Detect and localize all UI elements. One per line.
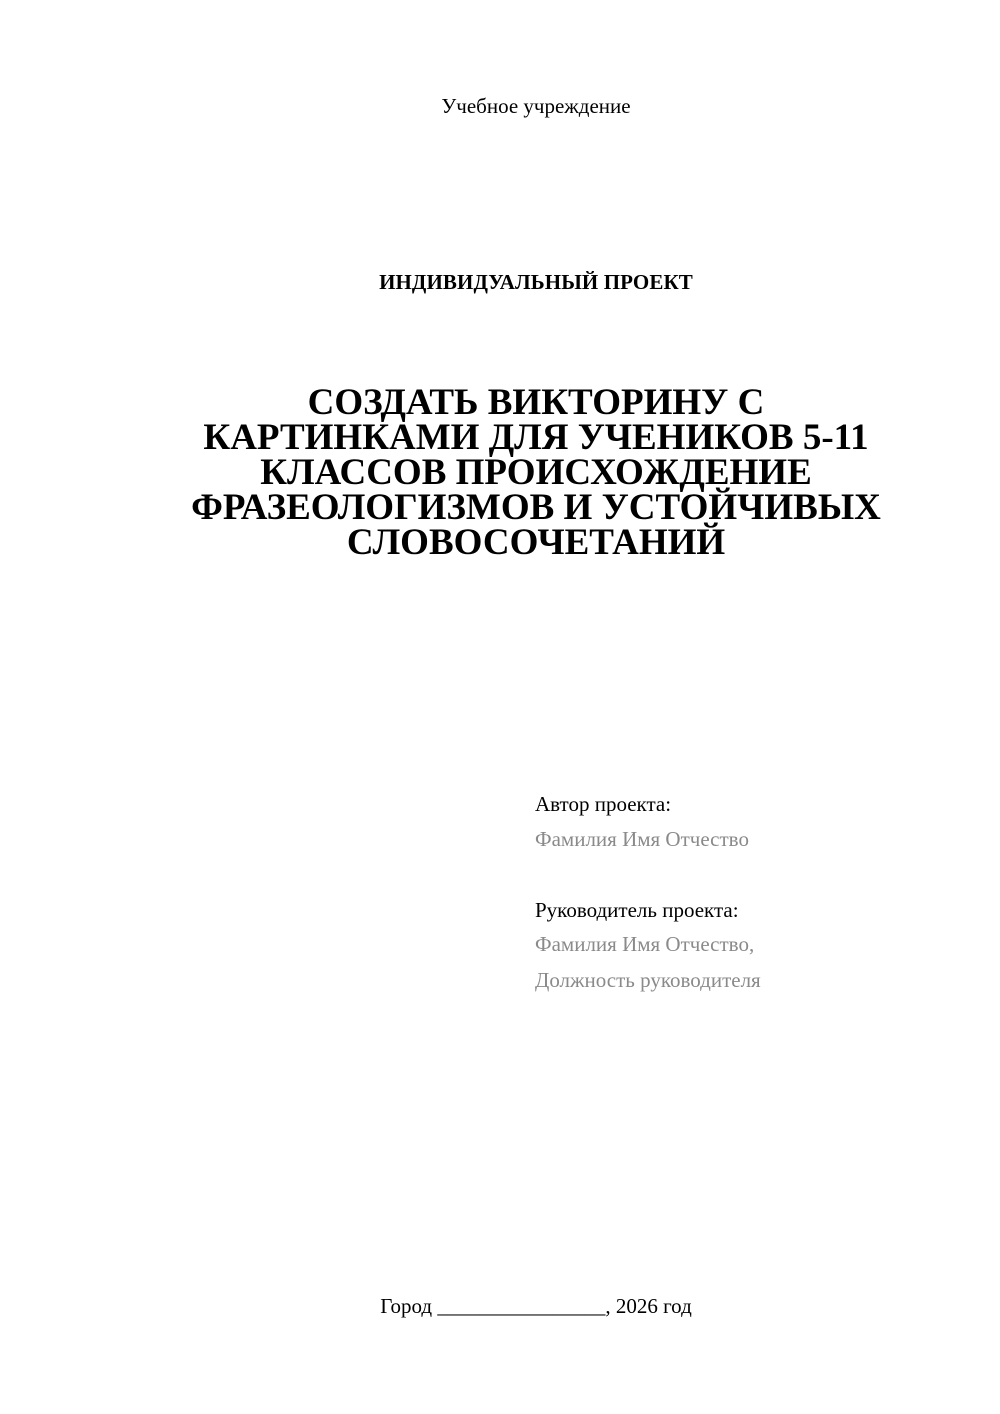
project-title — [136, 382, 936, 563]
title-line: ФРАЗЕОЛОГИЗМОВ И УСТОЙЧИВЫХ — [191, 487, 881, 528]
supervisor-name-placeholder: Фамилия Имя Отчество, — [535, 932, 755, 956]
institution-name: Учебное учреждение — [441, 94, 631, 118]
supervisor-position-placeholder: Должность руководителя — [535, 968, 761, 992]
author-name-placeholder: Фамилия Имя Отчество — [535, 827, 749, 851]
city-year-line: Город ________________, 2026 год — [380, 1294, 692, 1318]
document-type: ИНДИВИДУАЛЬНЫЙ ПРОЕКТ — [379, 270, 693, 294]
title-line: СОЗДАТЬ ВИКТОРИНУ С — [307, 382, 765, 423]
title-line: КАРТИНКАМИ ДЛЯ УЧЕНИКОВ 5-11 — [203, 417, 869, 458]
title-line: КЛАССОВ ПРОИСХОЖДЕНИЕ — [260, 452, 812, 493]
author-label: Автор проекта: — [535, 792, 672, 816]
title-line: СЛОВОСОЧЕТАНИЙ — [346, 522, 726, 563]
supervisor-label: Руководитель проекта: — [535, 898, 739, 922]
